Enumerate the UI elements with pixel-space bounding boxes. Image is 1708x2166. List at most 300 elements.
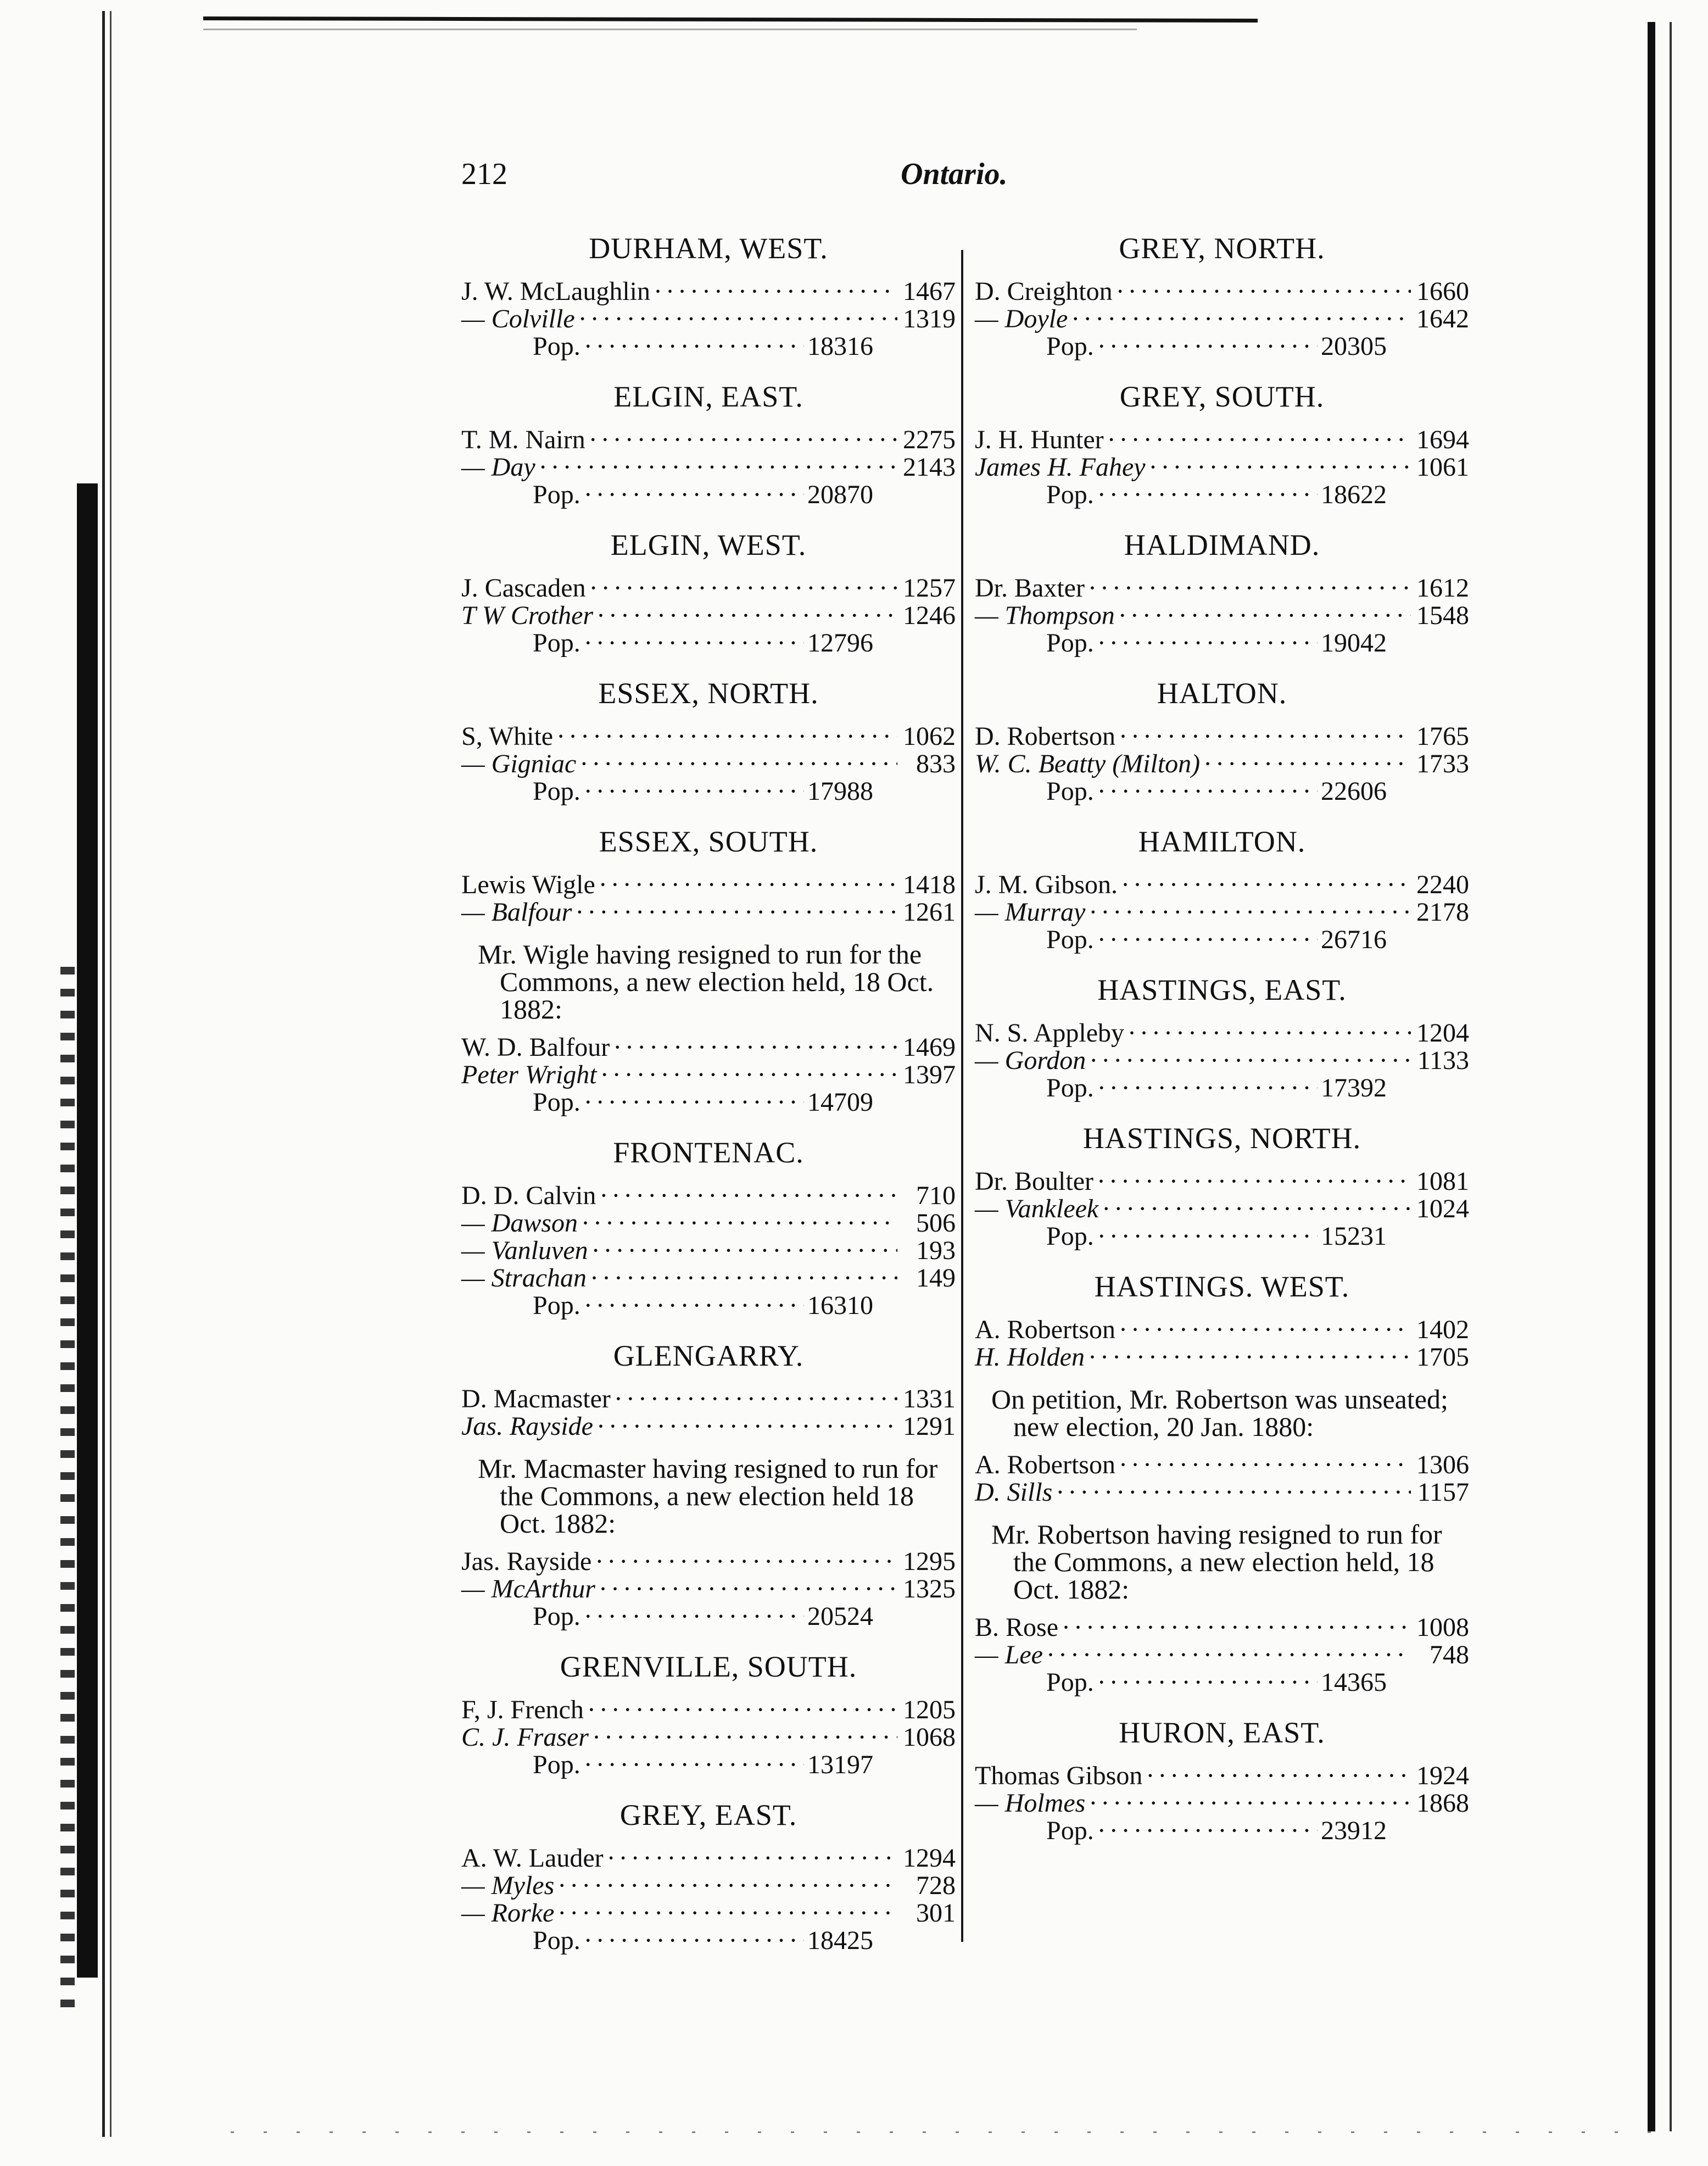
population-label: Pop. <box>533 1926 581 1955</box>
candidate-name: T. M. Nairn <box>461 425 585 454</box>
leader-dots <box>1119 1316 1411 1344</box>
vote-count: 1068 <box>903 1723 956 1752</box>
vote-count: 1660 <box>1416 277 1469 306</box>
population-value: 26716 <box>1321 925 1387 954</box>
district-name: ESSEX, NORTH. <box>598 677 819 710</box>
population-label: Pop. <box>1046 1816 1094 1845</box>
leader-dots <box>1146 1762 1411 1790</box>
leader-dots <box>599 871 897 899</box>
vote-count: 1157 <box>1417 1478 1469 1507</box>
leader-dots <box>1062 1614 1411 1641</box>
vote-count: 2275 <box>903 425 956 454</box>
district-block <box>461 231 956 360</box>
candidate-name: — Vankleek <box>975 1194 1099 1223</box>
population-label: Pop. <box>1046 1222 1094 1251</box>
leader-dots <box>1127 1020 1411 1047</box>
district-name: ELGIN, EAST. <box>613 380 803 413</box>
leader-dots <box>1046 1641 1411 1669</box>
vote-count: 1397 <box>903 1060 956 1089</box>
leader-dots <box>584 630 804 657</box>
candidate-name: — Colville <box>461 304 575 333</box>
population-label: Pop. <box>533 480 581 509</box>
vote-count: 1612 <box>1416 573 1469 603</box>
candidate-row <box>461 602 956 630</box>
candidate-row <box>461 1845 956 1872</box>
district-block <box>461 1797 956 1955</box>
population-value: 14709 <box>807 1088 873 1117</box>
scan-top-rule-faint <box>203 29 1137 30</box>
vote-count: 1765 <box>1416 722 1469 751</box>
leader-dots <box>1097 630 1318 657</box>
population-label: Pop. <box>1046 332 1094 361</box>
population-value: 13197 <box>807 1750 873 1779</box>
vote-count: 2178 <box>1416 898 1469 927</box>
candidate-name: — Balfour <box>461 898 572 927</box>
population-value: 14365 <box>1321 1668 1387 1697</box>
vote-count: 1295 <box>903 1547 956 1576</box>
district-name: FRONTENAC. <box>613 1136 804 1169</box>
population-label: Pop. <box>533 332 581 361</box>
district-block <box>461 1649 956 1779</box>
vote-count: 1246 <box>903 601 956 630</box>
candidate-name: — Thompson <box>975 601 1115 630</box>
population-row <box>975 1817 1469 1845</box>
leader-dots <box>1056 1479 1411 1506</box>
leader-dots <box>1097 1223 1318 1250</box>
candidate-name: D. Macmaster <box>461 1384 611 1413</box>
population-label: Pop. <box>533 1602 581 1631</box>
election-note: Mr. Macmaster having resigned to run for the Commons, a new election held 18 Oct. 1882: <box>478 1453 938 1539</box>
district-block <box>461 527 956 657</box>
population-value: 20524 <box>807 1602 873 1631</box>
candidate-name: D. D. Calvin <box>461 1181 596 1210</box>
leader-dots <box>1089 1790 1411 1817</box>
district-block <box>975 1269 1469 1696</box>
leader-dots <box>1097 333 1318 360</box>
district-name: HURON, EAST. <box>1119 1716 1325 1749</box>
district-name: HALDIMAND. <box>1124 528 1320 561</box>
leader-dots <box>1097 1168 1411 1195</box>
candidate-name: H. Holden <box>975 1343 1085 1372</box>
leader-dots <box>614 1385 897 1413</box>
vote-count: 1733 <box>1416 749 1469 778</box>
candidate-row <box>461 1900 956 1927</box>
population-row <box>461 1292 956 1319</box>
leader-dots <box>1203 750 1411 778</box>
candidate-name: — Doyle <box>975 304 1068 333</box>
candidate-row <box>461 454 956 481</box>
population-value: 16310 <box>807 1291 873 1320</box>
leader-dots <box>654 278 897 305</box>
district-block <box>461 824 956 1116</box>
leader-dots <box>539 454 897 481</box>
scan-top-rule <box>203 16 1258 23</box>
vote-count: 1024 <box>1416 1194 1469 1223</box>
vote-count: 1418 <box>903 870 956 899</box>
district-name: GLENGARRY. <box>613 1339 804 1372</box>
candidate-name: — Strachan <box>461 1263 587 1293</box>
leader-dots <box>578 305 897 333</box>
candidate-name: D. Robertson <box>975 722 1115 751</box>
candidate-name: — Gordon <box>975 1046 1086 1075</box>
vote-count: 833 <box>916 749 956 778</box>
candidate-row <box>461 1413 956 1440</box>
population-label: Pop. <box>533 1750 581 1779</box>
population-value: 23912 <box>1321 1816 1387 1845</box>
candidate-name: Dr. Baxter <box>975 573 1085 603</box>
candidate-name: Thomas Gibson <box>975 1761 1143 1790</box>
leader-dots <box>584 1292 804 1319</box>
candidate-row <box>461 1872 956 1900</box>
candidate-row <box>975 1316 1469 1344</box>
leader-dots <box>584 1603 804 1630</box>
leader-dots <box>584 1751 804 1779</box>
candidate-name: D. Sills <box>975 1478 1053 1507</box>
vote-count: 1548 <box>1416 601 1469 630</box>
leader-dots <box>584 481 804 509</box>
vote-count: 748 <box>1430 1640 1469 1669</box>
candidate-row <box>461 1237 956 1265</box>
candidate-name: N. S. Appleby <box>975 1018 1125 1048</box>
candidate-row <box>975 426 1469 454</box>
vote-count: 149 <box>916 1263 956 1293</box>
district-name: ESSEX, SOUTH. <box>599 825 818 858</box>
candidate-row <box>461 1548 956 1575</box>
candidate-name: — McArthur <box>461 1574 595 1603</box>
vote-count: 1469 <box>903 1033 956 1062</box>
population-label: Pop. <box>1046 925 1094 954</box>
candidate-row <box>975 1047 1469 1074</box>
candidate-row <box>975 1195 1469 1223</box>
leader-dots <box>1071 305 1411 333</box>
scan-left-line-faint <box>110 11 111 2137</box>
election-note: On petition, Mr. Robertson was unseated; new election, 20 Jan. 1880: <box>991 1384 1448 1442</box>
candidate-row <box>461 1724 956 1751</box>
leader-dots <box>589 426 897 454</box>
candidate-row <box>975 1451 1469 1479</box>
scan-left-line <box>102 11 105 2137</box>
candidate-row <box>975 1479 1469 1506</box>
population-row <box>975 1074 1469 1102</box>
district-block <box>461 676 956 805</box>
vote-count: 301 <box>916 1898 956 1928</box>
leader-dots <box>1089 899 1411 926</box>
candidate-name: — Vanluven <box>461 1236 588 1265</box>
leader-dots <box>1097 1074 1318 1102</box>
district-block <box>975 231 1469 360</box>
scan-right-edge <box>1648 22 1655 2131</box>
candidate-row <box>975 871 1469 899</box>
candidate-name: T W Crother <box>461 601 594 630</box>
candidate-row <box>461 1265 956 1292</box>
candidate-row <box>975 1020 1469 1047</box>
candidate-name: B. Rose <box>975 1613 1059 1642</box>
population-label: Pop. <box>1046 480 1094 509</box>
vote-count: 193 <box>916 1236 956 1265</box>
candidate-name: — Myles <box>461 1871 555 1900</box>
population-row <box>975 333 1469 360</box>
vote-count: 1261 <box>903 898 956 927</box>
candidate-name: J. Cascaden <box>461 573 586 603</box>
population-row <box>975 630 1469 657</box>
vote-count: 1306 <box>1416 1450 1469 1479</box>
vote-count: 1204 <box>1416 1018 1469 1048</box>
candidate-row <box>975 899 1469 926</box>
candidate-row <box>461 426 956 454</box>
candidate-name: S, White <box>461 722 554 751</box>
leader-dots <box>557 1872 897 1900</box>
leader-dots <box>596 1413 897 1440</box>
candidate-row <box>975 1344 1469 1371</box>
leader-dots <box>584 778 804 805</box>
leader-dots <box>1121 871 1411 899</box>
candidate-row <box>461 575 956 602</box>
population-value: 12796 <box>807 628 873 658</box>
column-divider <box>961 250 963 1942</box>
scan-left-binding-edge <box>77 483 98 1978</box>
district-name: ELGIN, WEST. <box>610 528 807 561</box>
leader-dots <box>600 1061 897 1089</box>
leader-dots <box>1119 1451 1411 1479</box>
district-name: HASTINGS. WEST. <box>1094 1270 1350 1303</box>
leader-dots <box>592 1724 897 1751</box>
district-name: HALTON. <box>1157 677 1287 710</box>
population-row <box>461 778 956 805</box>
candidate-name: A. Robertson <box>975 1450 1115 1479</box>
leader-dots <box>556 723 897 750</box>
district-block <box>975 972 1469 1102</box>
vote-count: 1402 <box>1416 1315 1469 1344</box>
candidate-name: — Rorke <box>461 1898 555 1928</box>
candidate-name: James H. Fahey <box>975 453 1146 482</box>
candidate-row <box>461 871 956 899</box>
population-row <box>975 481 1469 509</box>
population-row <box>461 333 956 360</box>
district-name: GREY, EAST. <box>619 1798 797 1831</box>
candidate-row <box>975 602 1469 630</box>
leader-dots <box>584 1089 804 1116</box>
candidate-name: — Murray <box>975 898 1086 927</box>
vote-count: 2240 <box>1416 870 1469 899</box>
leader-dots <box>584 333 804 360</box>
vote-count: 710 <box>916 1181 956 1210</box>
vote-count: 1705 <box>1416 1343 1469 1372</box>
population-row <box>975 1223 1469 1250</box>
population-value: 18425 <box>807 1926 873 1955</box>
population-value: 18316 <box>807 332 873 361</box>
district-block <box>975 1121 1469 1250</box>
district-name: GREY, NORTH. <box>1119 232 1325 265</box>
population-row <box>461 1089 956 1116</box>
candidate-row <box>975 454 1469 481</box>
population-label: Pop. <box>533 777 581 806</box>
leader-dots <box>557 1900 897 1927</box>
population-value: 18622 <box>1321 480 1387 509</box>
district-block <box>975 1715 1469 1845</box>
vote-count: 1331 <box>903 1384 956 1413</box>
population-row <box>461 1603 956 1630</box>
vote-count: 1061 <box>1416 453 1469 482</box>
leader-dots <box>581 1210 897 1237</box>
leader-dots <box>607 1845 897 1872</box>
population-value: 22606 <box>1321 777 1387 806</box>
candidate-name: D. Creighton <box>975 277 1113 306</box>
vote-count: 506 <box>916 1209 956 1238</box>
candidate-name: J. H. Hunter <box>975 425 1104 454</box>
candidate-name: — Gigniac <box>461 749 577 778</box>
candidate-row <box>461 1061 956 1089</box>
candidate-name: W. C. Beatty (Milton) <box>975 749 1201 778</box>
candidate-name: — Day <box>461 453 535 482</box>
population-value: 19042 <box>1321 628 1387 658</box>
leader-dots <box>1097 1817 1318 1845</box>
leader-dots <box>584 1927 804 1955</box>
candidate-row <box>975 278 1469 305</box>
candidate-name: Jas. Rayside <box>461 1547 592 1576</box>
population-row <box>461 630 956 657</box>
district-name: GRENVILLE, SOUTH. <box>560 1650 857 1683</box>
running-title: Ontario. <box>901 157 1008 191</box>
vote-count: 1062 <box>903 722 956 751</box>
population-row <box>975 778 1469 805</box>
candidate-row <box>461 723 956 750</box>
candidate-row <box>461 1575 956 1603</box>
population-value: 17988 <box>807 777 873 806</box>
leader-dots <box>599 1182 897 1210</box>
candidate-name: Jas. Rayside <box>461 1412 593 1441</box>
leader-dots <box>1088 575 1411 602</box>
candidate-name: A. W. Lauder <box>461 1844 604 1873</box>
candidate-row <box>975 723 1469 750</box>
candidate-row <box>975 305 1469 333</box>
population-value: 15231 <box>1321 1222 1387 1251</box>
population-value: 17392 <box>1321 1073 1387 1103</box>
candidate-row <box>975 1790 1469 1817</box>
page-header <box>461 157 1340 201</box>
leader-dots <box>1089 1047 1411 1074</box>
candidate-row <box>461 1696 956 1724</box>
left-column <box>461 231 956 1973</box>
candidate-row <box>975 575 1469 602</box>
population-label: Pop. <box>1046 628 1094 658</box>
leader-dots <box>1149 454 1411 481</box>
leader-dots <box>1107 426 1411 454</box>
population-row <box>461 1927 956 1955</box>
vote-count: 1133 <box>1417 1046 1469 1075</box>
candidate-name: — Holmes <box>975 1789 1086 1818</box>
candidate-name: Lewis Wigle <box>461 870 595 899</box>
vote-count: 1008 <box>1416 1613 1469 1642</box>
candidate-row <box>975 1641 1469 1669</box>
population-value: 20305 <box>1321 332 1387 361</box>
population-value: 20870 <box>807 480 873 509</box>
district-block <box>461 379 956 509</box>
candidate-name: Peter Wright <box>461 1060 597 1089</box>
population-label: Pop. <box>1046 1668 1094 1697</box>
vote-count: 1642 <box>1416 304 1469 333</box>
population-row <box>975 1669 1469 1696</box>
vote-count: 1081 <box>1416 1167 1469 1196</box>
candidate-row <box>461 278 956 305</box>
district-name: DURHAM, WEST. <box>589 232 828 265</box>
vote-count: 1291 <box>903 1412 956 1441</box>
leader-dots <box>1097 926 1318 954</box>
district-block <box>975 824 1469 954</box>
leader-dots <box>1097 481 1318 509</box>
district-block <box>461 1338 956 1630</box>
candidate-row <box>975 1168 1469 1195</box>
leader-dots <box>1119 723 1411 750</box>
district-block <box>461 1135 956 1319</box>
vote-count: 728 <box>916 1871 956 1900</box>
leader-dots <box>595 1548 897 1575</box>
candidate-row <box>975 1762 1469 1790</box>
district-block <box>975 379 1469 509</box>
district-name: HASTINGS, NORTH. <box>1082 1122 1361 1155</box>
leader-dots <box>1088 1344 1411 1371</box>
scan-left-marks <box>60 967 75 2011</box>
election-note: Mr. Robertson having resigned to run for the Commons, a new election held, 18 Oct. 1882: <box>991 1519 1442 1605</box>
scan-bottom-specks <box>231 2131 1659 2133</box>
leader-dots <box>579 750 897 778</box>
vote-count: 1694 <box>1416 425 1469 454</box>
leader-dots <box>596 602 897 630</box>
vote-count: 1257 <box>903 573 956 603</box>
vote-count: 1319 <box>903 304 956 333</box>
population-label: Pop. <box>533 628 581 658</box>
leader-dots <box>589 575 897 602</box>
page-number: 212 <box>461 157 507 191</box>
candidate-name: J. W. McLaughlin <box>461 277 650 306</box>
candidate-row <box>461 305 956 333</box>
leader-dots <box>613 1034 897 1061</box>
candidate-name: J. M. Gibson. <box>975 870 1118 899</box>
candidate-row <box>461 1034 956 1061</box>
candidate-row <box>461 1385 956 1413</box>
population-label: Pop. <box>533 1088 581 1117</box>
vote-count: 1868 <box>1416 1789 1469 1818</box>
district-block <box>975 527 1469 657</box>
candidate-row <box>461 1182 956 1210</box>
district-name: HASTINGS, EAST. <box>1097 973 1347 1006</box>
district-block <box>975 676 1469 805</box>
candidate-name: — Dawson <box>461 1209 578 1238</box>
leader-dots <box>1118 602 1411 630</box>
population-label: Pop. <box>1046 777 1094 806</box>
leader-dots <box>1116 278 1411 305</box>
leader-dots <box>587 1696 897 1724</box>
candidate-name: F, J. French <box>461 1695 584 1724</box>
vote-count: 1205 <box>903 1695 956 1724</box>
leader-dots <box>1097 778 1318 805</box>
vote-count: 1294 <box>903 1844 956 1873</box>
population-row <box>461 1751 956 1779</box>
population-label: Pop. <box>1046 1073 1094 1103</box>
candidate-name: W. D. Balfour <box>461 1033 610 1062</box>
population-label: Pop. <box>533 1291 581 1320</box>
candidate-name: C. J. Fraser <box>461 1723 589 1752</box>
candidate-row <box>975 1614 1469 1641</box>
vote-count: 1325 <box>903 1574 956 1603</box>
vote-count: 1467 <box>903 277 956 306</box>
district-name: GREY, SOUTH. <box>1119 380 1325 413</box>
population-row <box>975 926 1469 954</box>
candidate-name: — Lee <box>975 1640 1043 1669</box>
population-row <box>461 481 956 509</box>
candidate-name: Dr. Boulter <box>975 1167 1093 1196</box>
candidate-name: A. Robertson <box>975 1315 1115 1344</box>
election-note: Mr. Wigle having resigned to run for the Commons, a new election held, 18 Oct. 1882: <box>478 939 934 1024</box>
